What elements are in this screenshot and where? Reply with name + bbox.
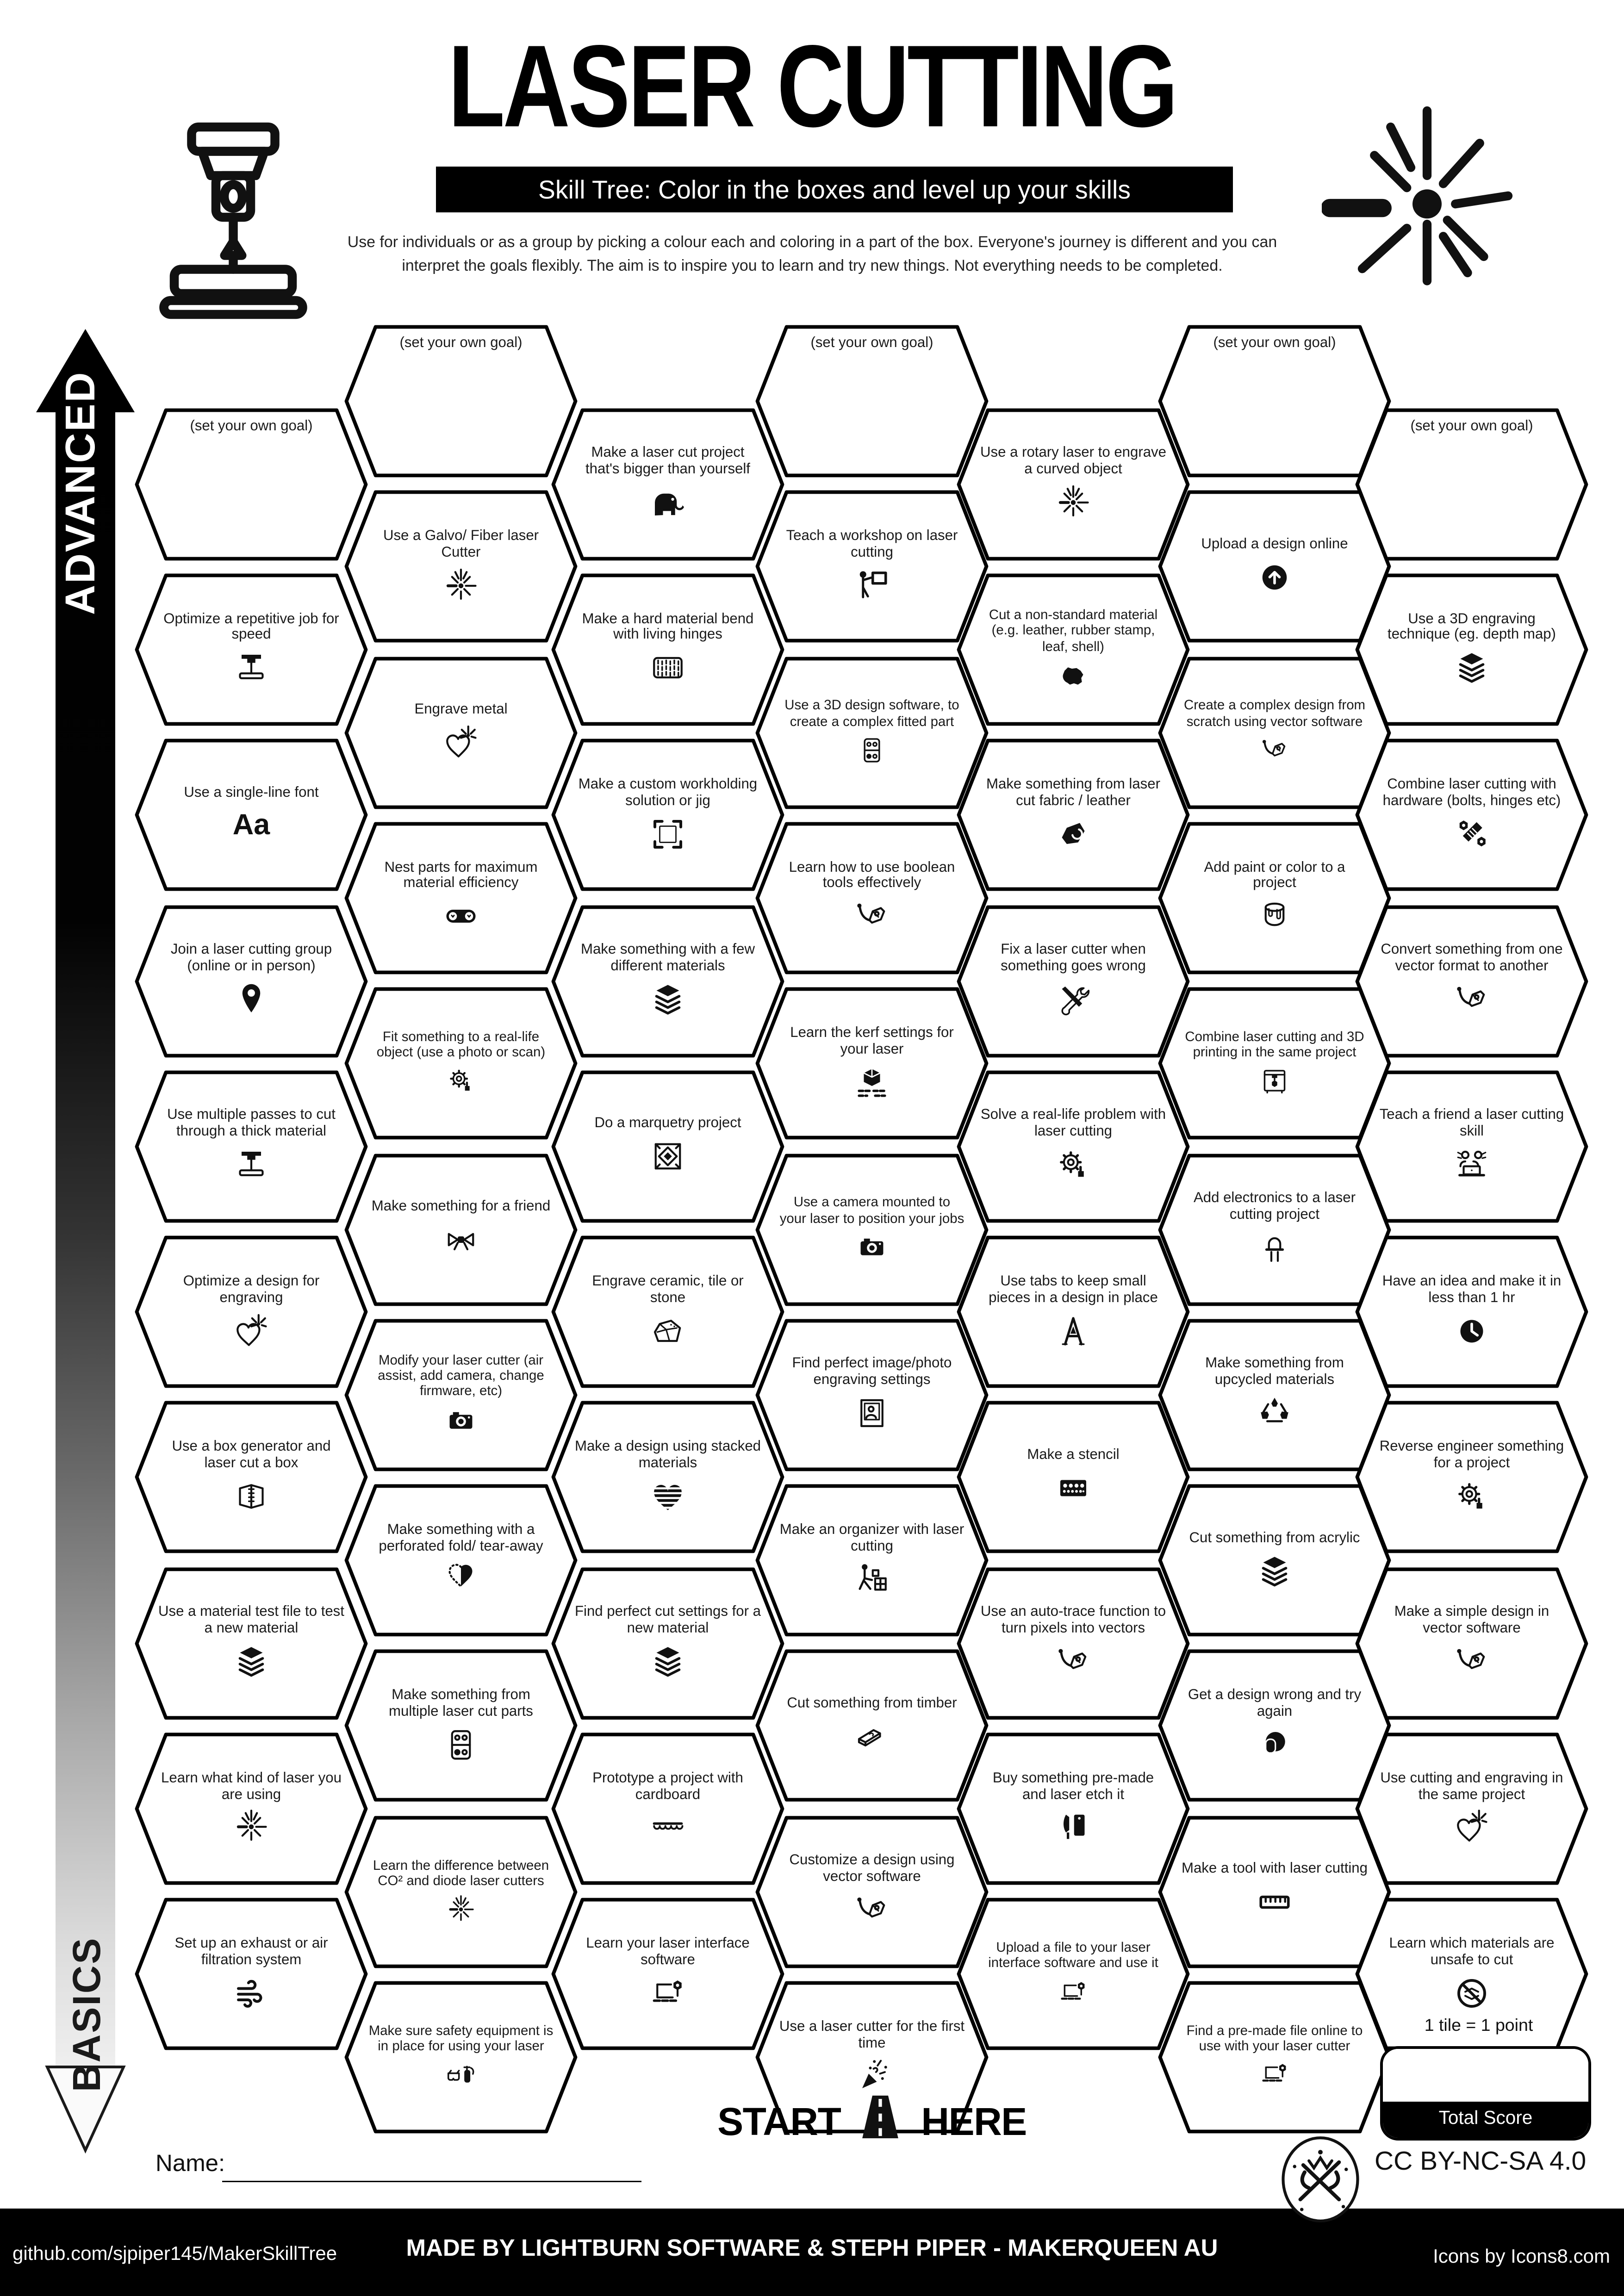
brackets-icon [644,814,691,853]
hex-label: Use a 3D design software, to create a complex fitted part [784,699,959,730]
layers-icon [644,1642,691,1681]
hex-label: Combine laser cutting with hardware (bolts, hinges etc) [1382,777,1561,809]
hex-learn-the-kerf-settings[interactable] [755,987,989,1140]
hex-do-a-marquetry-project[interactable] [551,1070,784,1223]
hex-convert-something-from-one[interactable] [1355,905,1588,1057]
led-icon [1251,1229,1298,1267]
hex-label: Teach a friend a laser cutting skill [1379,1108,1564,1141]
pen-tool-icon [1448,980,1495,1019]
laser-machine-icon [228,649,275,688]
hex-use-a-camera-mounted[interactable] [755,1153,989,1306]
hex-label: Optimize a design for engraving [183,1274,320,1306]
heart-engrave-icon [228,1311,275,1350]
gear-hand-icon [437,1065,485,1097]
hex-label: Learn the kerf settings for your laser [790,1025,954,1058]
timber-icon [848,1717,896,1756]
stencil-icon [1050,1469,1097,1508]
hex-use-cutting-and-engraving[interactable] [1355,1732,1588,1885]
hex-optimize-a-repetitive-job[interactable] [135,573,368,726]
subtitle-banner: Skill Tree: Color in the boxes and level up your skills [436,167,1233,212]
hex-label: Make something for a friend [371,1199,551,1215]
hex-use-a-3d-design[interactable] [755,656,989,809]
font-aa-icon: Aa [232,809,270,842]
hex-cut-a-non-standard[interactable] [957,573,1190,726]
leather-icon [1050,659,1097,691]
hex-label: Use multiple passes to cut through a thick material [167,1108,336,1141]
hex-nest-parts-for-maximum[interactable] [344,822,578,974]
hex-modify-your-laser-cutter[interactable] [344,1318,578,1471]
wind-icon [228,1973,275,2012]
hex-make-a-simple-design[interactable] [1355,1567,1588,1719]
basics-label: BASICS [65,1936,108,2092]
layers-icon [644,980,691,1019]
hex-use-multiple-passes-to[interactable] [135,1070,368,1223]
hex-label: Cut a non-standard material (e.g. leather, rubber stamp, leaf, shell) [989,608,1158,655]
hex-label: Make a stencil [1027,1448,1120,1463]
credit-text: MADE BY LIGHTBURN SOFTWARE & STEPH PIPER - MAKERQUEEN AU [406,2235,1218,2261]
layers-icon [1251,1551,1298,1590]
pen-tool-icon [848,897,896,936]
hex-make-a-custom-workholding[interactable] [551,739,784,892]
hex-combine-laser-cutting-with[interactable] [1355,739,1588,892]
hex-make-a-laser-cut[interactable] [551,408,784,560]
hex-label: Make something from multiple laser cut parts [389,1688,533,1720]
hex-label: Make a laser cut project that's bigger than yourself [585,446,750,478]
map-pin-icon [228,980,275,1019]
hex-label: Use a material test file to test a new material [158,1605,344,1637]
laptop-icon [644,1973,691,2012]
fabric-icon [1050,814,1097,853]
name-label: Name: [156,2150,225,2177]
hex-label: Make an organizer with laser cutting [779,1522,964,1554]
hex-customize-a-design-using[interactable] [755,1815,989,1968]
hex-label: Combine laser cutting and 3D printing in the same project [1185,1030,1364,1061]
hex-label: Upload a design online [1201,537,1348,552]
rock-icon [644,1311,691,1350]
pen-tool-icon [1448,1642,1495,1681]
hex-label: Make a custom workholding solution or jig [578,777,758,809]
hex-label: Make a design using stacked materials [575,1440,761,1471]
hex-label: Customize a design using vector software [789,1853,955,1886]
hex-learn-the-difference-between[interactable] [344,1815,578,1968]
hex-use-tabs-to-keep[interactable] [957,1235,1190,1388]
hex-use-an-auto-trace[interactable] [957,1567,1190,1719]
hex-use-a-single-line[interactable] [135,739,368,892]
hex-find-perfect-image-photo[interactable] [755,1318,989,1471]
hex-make-something-for-a[interactable] [344,1153,578,1306]
hex-label: Use an auto-trace function to turn pixels into vectors [980,1605,1166,1637]
hex-label: Have an idea and make it in less than 1 hr [1382,1274,1562,1306]
hex-label: Upload a file to your laser interface software and use it [988,1941,1158,1972]
hex-label: Optimize a repetitive job for speed [163,611,339,644]
upload-icon [1251,558,1298,596]
hex-label: Learn which materials are unsafe to cut [1389,1936,1555,1968]
hex-label: Fit something to a real-life object (use a photo or scan) [376,1030,546,1061]
laser-icon [437,1893,485,1925]
hex-make-something-with-a[interactable] [551,905,784,1057]
hex-solve-a-real-life[interactable] [957,1070,1190,1223]
hex-make-sure-safety-equipment[interactable] [344,1981,578,2134]
road-icon [853,2093,908,2150]
hex-fix-a-laser-cutter[interactable] [957,905,1190,1057]
license-text: CC BY-NC-SA 4.0 [1375,2147,1587,2177]
layers-icon [1448,649,1495,688]
hex-make-a-hard-material[interactable] [551,573,784,726]
bow-icon [437,1220,485,1259]
board-knife-icon [1050,1808,1097,1847]
hex-learn-what-kind-of[interactable] [135,1732,368,1885]
total-score-box [1380,2046,1591,2141]
hex-label: Make something with a few different materials [580,943,755,975]
camera-icon [437,1404,485,1436]
hex-label: Learn how to use boolean tools effectively [789,860,955,892]
hex-label: Do a marquetry project [594,1117,741,1132]
laser-burst-icon [1322,100,1516,307]
hex-label: (set your own goal) [1410,418,1533,434]
tile-note: 1 tile = 1 point [1424,2016,1533,2035]
pen-tool-icon [848,1891,896,1930]
hex-make-something-from-multiple[interactable] [344,1650,578,1802]
organizer-icon [848,1559,896,1598]
heart-engrave-icon [1448,1808,1495,1847]
laser-machine-icon [228,1146,275,1185]
here-label: HERE [921,2099,1027,2143]
hex-join-a-laser-cutting[interactable] [135,905,368,1057]
hex-set-up-an-exhaust[interactable] [135,1898,368,2051]
hex-label: Prototype a project with cardboard [592,1771,743,1803]
hex-label: Find a pre-made file online to use with your laser cutter [1186,2023,1363,2054]
hex-label: Learn your laser interface software [586,1936,750,1968]
domino-icon [437,1725,485,1764]
kerf-cube-icon [848,1063,896,1102]
hex-label: Make something from laser cut fabric / leather [986,777,1160,809]
hex-label: (set your own goal) [1213,336,1336,351]
hex-label: Join a laser cutting group (online or in person) [170,943,332,975]
hex-label: Cut something from acrylic [1189,1530,1360,1546]
tabs-a-icon [1050,1311,1097,1350]
living-hinge-icon [644,649,691,688]
hex-label: Buy something pre-made and laser etch it [992,1771,1154,1803]
hex-use-a-material-test[interactable] [135,1567,368,1719]
nest-icon [437,897,485,936]
camera-icon [848,1231,896,1263]
elephant-icon [644,483,691,522]
hex-use-a-box-generator[interactable] [135,1401,368,1554]
hex-label: Find perfect cut settings for a new material [575,1605,761,1637]
hex-label: (set your own goal) [399,336,523,351]
hex-label: (set your own goal) [190,418,313,434]
photo-frame-icon [848,1394,896,1433]
paint-icon [1251,897,1298,936]
hex-label: Make sure safety equipment is in place for using your laser [368,2023,554,2054]
hex-learn-how-to-use[interactable] [755,822,989,974]
hex-teach-a-workshop-on[interactable] [755,490,989,643]
domino-icon [848,734,896,766]
hex-make-something-from-laser[interactable] [957,739,1190,892]
hex-use-a-rotary-laser[interactable] [957,408,1190,560]
start-here [622,2093,1122,2150]
recycle-icon [1251,1394,1298,1433]
hex-label: Make something with a perforated fold/ tear-away [379,1522,543,1554]
layers-icon [228,1642,275,1681]
bolts-icon [1448,814,1495,853]
hex-label: Teach a workshop on laser cutting [786,528,958,561]
hex-optimize-a-design-for[interactable] [135,1235,368,1388]
hex-find-perfect-cut-settings[interactable] [551,1567,784,1719]
hex-label: Cut something from timber [787,1696,957,1712]
makerqueen-logo-icon [1280,2135,1361,2231]
hex-prototype-a-project-with[interactable] [551,1732,784,1885]
total-score-label: Total Score [1383,2102,1588,2138]
safety-icon [437,2059,485,2091]
hex-make-a-stencil[interactable] [957,1401,1190,1554]
hex-label: Learn what kind of laser you are using [161,1771,342,1803]
hex-label: Engrave metal [414,702,508,718]
hex-label: Use a Galvo/ Fiber laser Cutter [383,528,539,561]
facepalm-icon [1251,1725,1298,1764]
hex-label: Set up an exhaust or air filtration system [174,1936,328,1968]
icons-credit: Icons by Icons8.com [1433,2245,1610,2267]
hex-label: Use tabs to keep small pieces in a design in place [989,1274,1158,1306]
perforated-heart-icon [437,1559,485,1598]
hex-fit-something-to-a[interactable] [344,987,578,1140]
hex-make-something-with-a[interactable] [344,1484,578,1637]
hex-teach-a-friend-a[interactable] [1355,1070,1588,1223]
hex-use-a-galvo-fiber[interactable] [344,490,578,643]
hex-label: Engrave ceramic, tile or stone [592,1274,744,1306]
hex-label: Make a hard material bend with living hinges [582,611,754,644]
laser-icon [228,1808,275,1847]
pen-tool-icon [1251,734,1298,766]
striped-heart-icon [644,1477,691,1515]
hex-reverse-engineer-something-for[interactable] [1355,1401,1588,1554]
hex-label: Solve a real-life problem with laser cutting [980,1108,1166,1141]
laser-machine-logo-icon [150,119,317,329]
hex-label: Make a tool with laser cutting [1182,1862,1368,1877]
hex-engrave-metal[interactable] [344,656,578,809]
box-joint-icon [228,1477,275,1515]
hex-label: Reverse engineer something for a project [1379,1440,1564,1471]
hex-label: Use a rotary laser to engrave a curved object [980,446,1166,478]
hex-label: Get a design wrong and try again [1188,1688,1362,1720]
heart-engrave-icon [437,723,485,762]
advanced-label: ADVANCED [58,371,104,615]
hex-label: Use a box generator and laser cut a box [172,1440,331,1471]
hex-make-an-organizer-with[interactable] [755,1484,989,1637]
hex-label: Modify your laser cutter (air assist, add camera, change firmware, etc) [378,1353,544,1400]
hex-label: Make something from upcycled materials [1205,1357,1344,1389]
laser-icon [1050,483,1097,522]
hex-label: Make a simple design in vector software [1394,1605,1549,1637]
start-label: START [717,2099,841,2143]
hex-label: Fix a laser cutter when something goes wrong [1001,943,1146,975]
marquetry-icon [644,1137,691,1176]
hex-label: Convert something from one vector format to another [1381,943,1563,975]
hex-label: Nest parts for maximum material efficiency [384,860,538,892]
hex--set-your-own[interactable] [135,408,368,560]
confetti-icon [848,2056,896,2095]
hex-label: Create a complex design from scratch using vector software [1183,699,1366,730]
description-line2: interpret the goals flexibly. The aim is to inspire you to learn and try new things. Not everything needs to be completed. [402,258,1223,275]
hex-use-a-3d-engraving[interactable] [1355,573,1588,726]
hex-label: Use a single-line font [184,785,319,801]
hex-label: Find perfect image/photo engraving settings [792,1357,952,1389]
laser-icon [437,566,485,605]
ruler-icon [1251,1882,1298,1921]
gear-hand-icon [1050,1146,1097,1185]
hex-label: Use cutting and engraving in the same project [1380,1771,1563,1803]
footer-bar [0,2209,1624,2296]
printer3d-icon [1251,1065,1298,1097]
hex--set-your-own[interactable] [344,325,578,478]
hex-label: Use a laser cutter for the first time [779,2019,965,2051]
hex-label: Add electronics to a laser cutting project [1193,1191,1356,1223]
clock-icon [1448,1311,1495,1350]
hex-have-an-idea-and[interactable] [1355,1235,1588,1388]
description-line1: Use for individuals or as a group by picking a colour each and coloring in a part of the box. Everyone's journey is different and you can [347,235,1277,251]
laptop-icon [1251,2059,1298,2091]
hex-label: Use a camera mounted to your laser to position your jobs [779,1196,964,1227]
page-title: LASER CUTTING [448,21,1176,151]
hex-learn-your-laser-interface[interactable] [551,1898,784,2051]
hex-label: Learn the difference between CO² and diode laser cutters [373,1858,549,1889]
tools-icon [1050,980,1097,1019]
hex--set-your-own[interactable] [755,325,989,478]
hex-label: Use a 3D engraving technique (eg. depth map) [1388,611,1556,644]
total-score-input[interactable] [1383,2049,1588,2102]
cardboard-icon [644,1808,691,1847]
github-link[interactable]: github.com/sjpiper145/MakerSkillTree [12,2242,337,2264]
name-input[interactable] [222,2181,641,2182]
hex-buy-something-pre-made[interactable] [957,1732,1190,1885]
teacher-icon [848,566,896,605]
hex-make-a-design-using[interactable] [551,1401,784,1554]
friends-icon [1448,1146,1495,1185]
hex-upload-a-file-to[interactable] [957,1898,1190,2051]
laptop-icon [1050,1976,1097,2008]
unsafe-icon [1448,1973,1495,2012]
hex-cut-something-from-timber[interactable] [755,1650,989,1802]
description [326,232,1298,279]
hex-engrave-ceramic-tile-or[interactable] [551,1235,784,1388]
gear-hand-icon [1448,1477,1495,1515]
pen-tool-icon [1050,1642,1097,1681]
hex-label: (set your own goal) [810,336,933,351]
hex-label: Add paint or color to a project [1204,860,1345,892]
hex--set-your-own[interactable] [1355,408,1588,560]
